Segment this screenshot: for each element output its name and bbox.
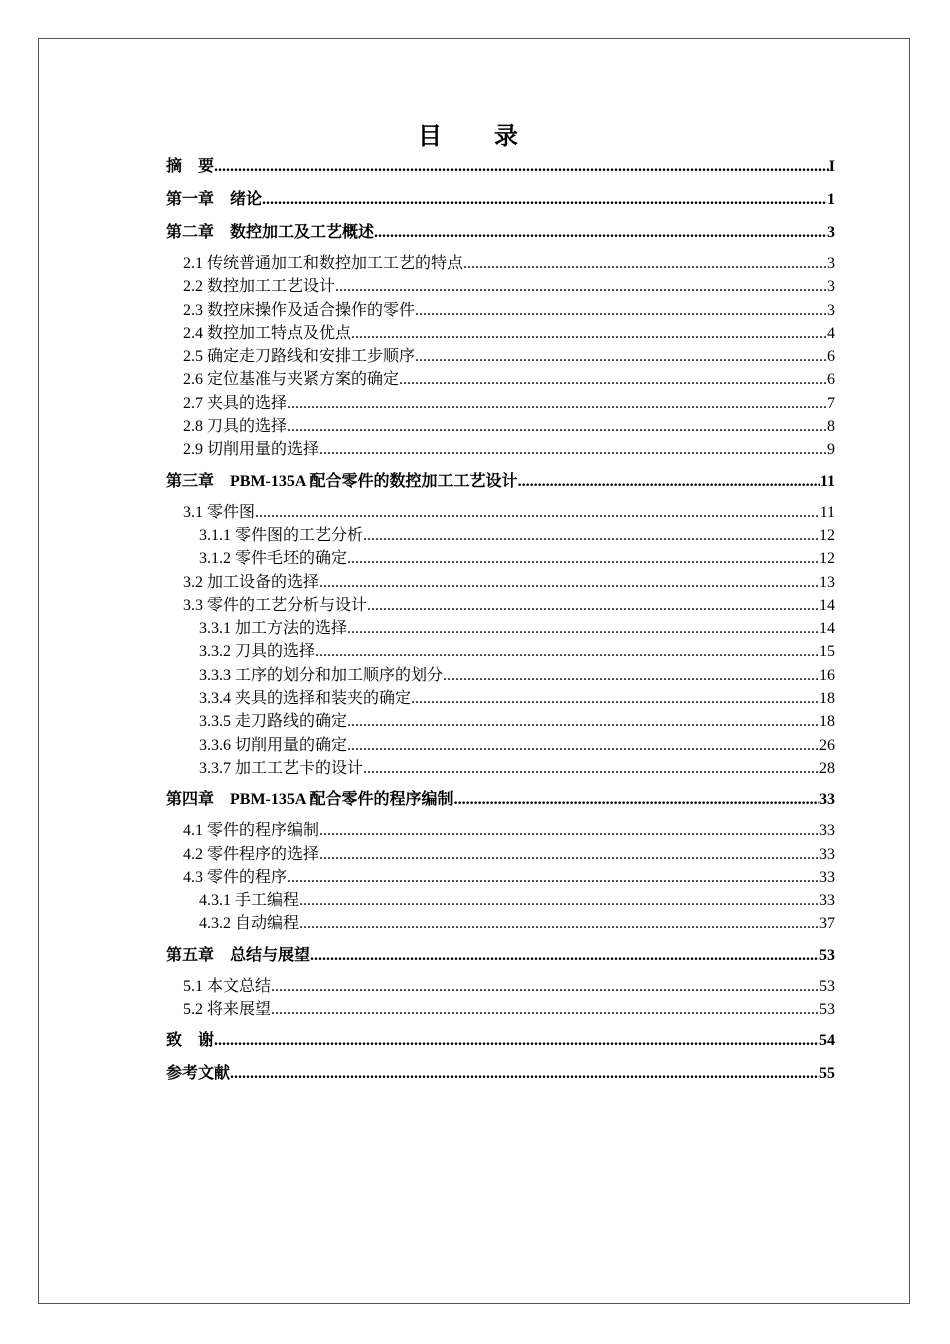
toc-entry-page: 14 — [819, 596, 835, 614]
toc-entry-page: 33 — [819, 822, 835, 840]
toc-entry-label: 参考文献 — [166, 1065, 231, 1083]
toc-leader-dots — [363, 524, 819, 547]
toc-entry-label: 第四章 PBM-135A 配合零件的程序编制 — [166, 791, 454, 809]
toc-entry[interactable] — [166, 501, 835, 524]
toc-entry-label: 第二章 数控加工及工艺概述 — [166, 224, 375, 241]
toc-leader-dots — [299, 912, 819, 935]
toc-entry[interactable] — [166, 368, 835, 391]
toc-entry-page: 26 — [819, 736, 835, 754]
toc-entry-label: 3.3.7 加工工艺卡的设计 — [199, 759, 364, 777]
toc-entry-page: 3 — [827, 278, 835, 296]
toc-entry[interactable] — [166, 183, 835, 216]
toc-entry-label: 4.3.2 自动编程 — [199, 915, 300, 933]
toc-entry-label: 4.3.1 手工编程 — [199, 892, 300, 910]
toc-entry-page: 9 — [827, 441, 835, 459]
toc-entry-page: 14 — [819, 620, 835, 638]
toc-entry[interactable] — [166, 1024, 835, 1057]
toc-leader-dots — [319, 843, 819, 866]
toc-entry-label: 2.3 数控床操作及适合操作的零件 — [183, 301, 416, 319]
toc-entry-label: 2.9 切削用量的选择 — [183, 441, 320, 459]
toc-entry-label: 3.1.1 零件图的工艺分析 — [199, 526, 364, 544]
toc-entry[interactable] — [166, 275, 835, 298]
toc-entry-page: 3 — [827, 255, 835, 272]
toc-entry-label: 第五章 总结与展望 — [166, 946, 311, 964]
toc-entry-page: 6 — [827, 371, 835, 389]
toc-leader-dots — [214, 150, 829, 183]
toc-entry-page: 18 — [819, 690, 835, 708]
toc-entry[interactable] — [166, 843, 835, 866]
toc-entry-page: 53 — [819, 977, 835, 995]
toc-leader-dots — [518, 465, 820, 498]
toc-leader-dots — [374, 216, 827, 249]
toc-entry-label: 摘 要 — [166, 158, 215, 175]
toc-leader-dots — [363, 757, 819, 780]
toc-entry-label: 第三章 PBM-135A 配合零件的数控加工工艺设计 — [166, 472, 518, 490]
toc-entry[interactable] — [166, 415, 835, 438]
toc-entry[interactable] — [166, 939, 835, 972]
toc-entry-label: 5.2 将来展望 — [183, 1001, 272, 1019]
toc-leader-dots — [214, 1024, 819, 1057]
toc-leader-dots — [310, 939, 819, 972]
toc-leader-dots — [319, 438, 827, 461]
toc-entry-page: 33 — [819, 845, 835, 863]
toc-leader-dots — [319, 819, 819, 842]
toc-leader-dots — [271, 975, 819, 998]
toc-entry[interactable] — [166, 594, 835, 617]
toc-entry[interactable] — [166, 819, 835, 842]
toc-entry-page: 33 — [819, 868, 835, 886]
toc-entry-label: 4.3 零件的程序 — [183, 868, 288, 886]
toc-entry-page: 55 — [819, 1065, 835, 1083]
toc-leader-dots — [415, 299, 827, 322]
toc-entry-label: 2.6 定位基准与夹紧方案的确定 — [183, 371, 400, 389]
toc-leader-dots — [347, 617, 819, 640]
toc-leader-dots — [262, 183, 827, 216]
toc-leader-dots — [287, 415, 827, 438]
toc-entry-page: 11 — [819, 472, 835, 490]
toc-entry-label: 2.7 夹具的选择 — [183, 394, 288, 412]
toc-entry-page: 1 — [827, 191, 835, 208]
toc-entry[interactable] — [166, 1057, 835, 1090]
toc-entry[interactable] — [166, 998, 835, 1021]
toc-entry[interactable] — [166, 664, 835, 687]
toc-entry-label: 3.3 零件的工艺分析与设计 — [183, 596, 368, 614]
toc-entry-page: 3 — [827, 301, 835, 319]
toc-entry-page: 12 — [819, 526, 835, 544]
toc-entry[interactable] — [166, 889, 835, 912]
toc-entry-label: 2.2 数控加工工艺设计 — [183, 278, 336, 296]
toc-leader-dots — [347, 547, 819, 570]
toc-entry[interactable] — [166, 438, 835, 461]
toc-entry[interactable] — [166, 571, 835, 594]
toc-entry-page: 6 — [827, 348, 835, 366]
toc-leader-dots — [411, 687, 819, 710]
toc-entry[interactable] — [166, 216, 835, 249]
toc-entry-label: 2.8 刀具的选择 — [183, 418, 288, 436]
toc-entry[interactable] — [166, 912, 835, 935]
toc-leader-dots — [287, 866, 819, 889]
toc-entry[interactable] — [166, 687, 835, 710]
toc-entry-label: 5.1 本文总结 — [183, 977, 272, 995]
toc-entry-label: 2.4 数控加工特点及优点 — [183, 324, 352, 342]
toc-entry[interactable] — [166, 465, 835, 498]
toc-entry-page: 13 — [819, 573, 835, 591]
toc-entry-page: 33 — [819, 791, 835, 809]
toc-entry[interactable] — [166, 783, 835, 816]
toc-entry-label: 3.3.1 加工方法的选择 — [199, 620, 348, 638]
toc-entry-label: 3.3.6 切削用量的确定 — [199, 736, 348, 754]
toc-entry[interactable] — [166, 757, 835, 780]
toc-entry-label: 4.2 零件程序的选择 — [183, 845, 320, 863]
toc-entry-page: 11 — [819, 503, 835, 521]
toc-leader-dots — [454, 783, 819, 816]
toc-entry-label: 2.5 确定走刀路线和安排工步顺序 — [183, 348, 416, 366]
table-of-contents — [166, 150, 835, 1090]
toc-leader-dots — [399, 368, 827, 391]
toc-leader-dots — [255, 501, 820, 524]
toc-entry-page: 12 — [819, 550, 835, 568]
toc-entry-label: 3.1 零件图 — [183, 503, 256, 521]
toc-leader-dots — [367, 594, 819, 617]
toc-entry[interactable] — [166, 524, 835, 547]
toc-entry-page: 53 — [819, 1001, 835, 1019]
toc-entry[interactable] — [166, 617, 835, 640]
toc-entry-page: 15 — [819, 643, 835, 661]
toc-entry-label: 3.3.5 走刀路线的确定 — [199, 713, 348, 731]
toc-entry[interactable] — [166, 640, 835, 663]
toc-entry-page: 28 — [819, 759, 835, 777]
toc-entry-page: 7 — [827, 394, 835, 412]
toc-entry-label: 2.1 传统普通加工和数控加工工艺的特点 — [183, 255, 464, 272]
toc-leader-dots — [335, 275, 827, 298]
toc-leader-dots — [351, 322, 827, 345]
toc-entry[interactable] — [166, 299, 835, 322]
toc-entry[interactable] — [166, 734, 835, 757]
toc-entry-page: 37 — [819, 915, 835, 933]
toc-entry[interactable] — [166, 150, 835, 183]
toc-entry-label: 3.2 加工设备的选择 — [183, 573, 320, 591]
toc-leader-dots — [287, 392, 827, 415]
toc-entry-page: 3 — [827, 224, 835, 241]
toc-entry[interactable] — [166, 252, 835, 275]
toc-entry-label: 4.1 零件的程序编制 — [183, 822, 320, 840]
toc-leader-dots — [271, 998, 819, 1021]
toc-entry[interactable] — [166, 975, 835, 998]
toc-entry-label: 致 谢 — [166, 1032, 215, 1050]
toc-entry-label: 3.1.2 零件毛坯的确定 — [199, 550, 348, 568]
toc-entry-page: 54 — [819, 1032, 835, 1050]
toc-entry-page: 18 — [819, 713, 835, 731]
toc-leader-dots — [299, 889, 819, 912]
toc-entry-label: 3.3.4 夹具的选择和装夹的确定 — [199, 690, 412, 708]
toc-entry-page: 8 — [827, 418, 835, 436]
toc-leader-dots — [463, 252, 827, 275]
toc-entry-page: 33 — [819, 892, 835, 910]
toc-entry[interactable] — [166, 345, 835, 368]
toc-entry[interactable] — [166, 322, 835, 345]
toc-leader-dots — [319, 571, 819, 594]
toc-entry[interactable] — [166, 547, 835, 570]
page-title: 目 录 — [418, 124, 532, 150]
toc-entry[interactable] — [166, 392, 835, 415]
toc-entry-page: 16 — [819, 666, 835, 684]
toc-leader-dots — [347, 710, 819, 733]
toc-entry-label: 第一章 绪论 — [166, 191, 263, 208]
toc-leader-dots — [347, 734, 819, 757]
toc-leader-dots — [230, 1057, 819, 1090]
toc-leader-dots — [415, 345, 827, 368]
toc-entry-page: 4 — [827, 324, 835, 342]
toc-entry[interactable] — [166, 866, 835, 889]
toc-entry-page: I — [828, 158, 835, 175]
toc-entry-label: 3.3.2 刀具的选择 — [199, 643, 316, 661]
toc-entry[interactable] — [166, 710, 835, 733]
toc-entry-label: 3.3.3 工序的划分和加工顺序的划分 — [199, 666, 444, 684]
toc-leader-dots — [443, 664, 819, 687]
toc-entry-page: 53 — [819, 946, 835, 964]
toc-leader-dots — [315, 640, 819, 663]
